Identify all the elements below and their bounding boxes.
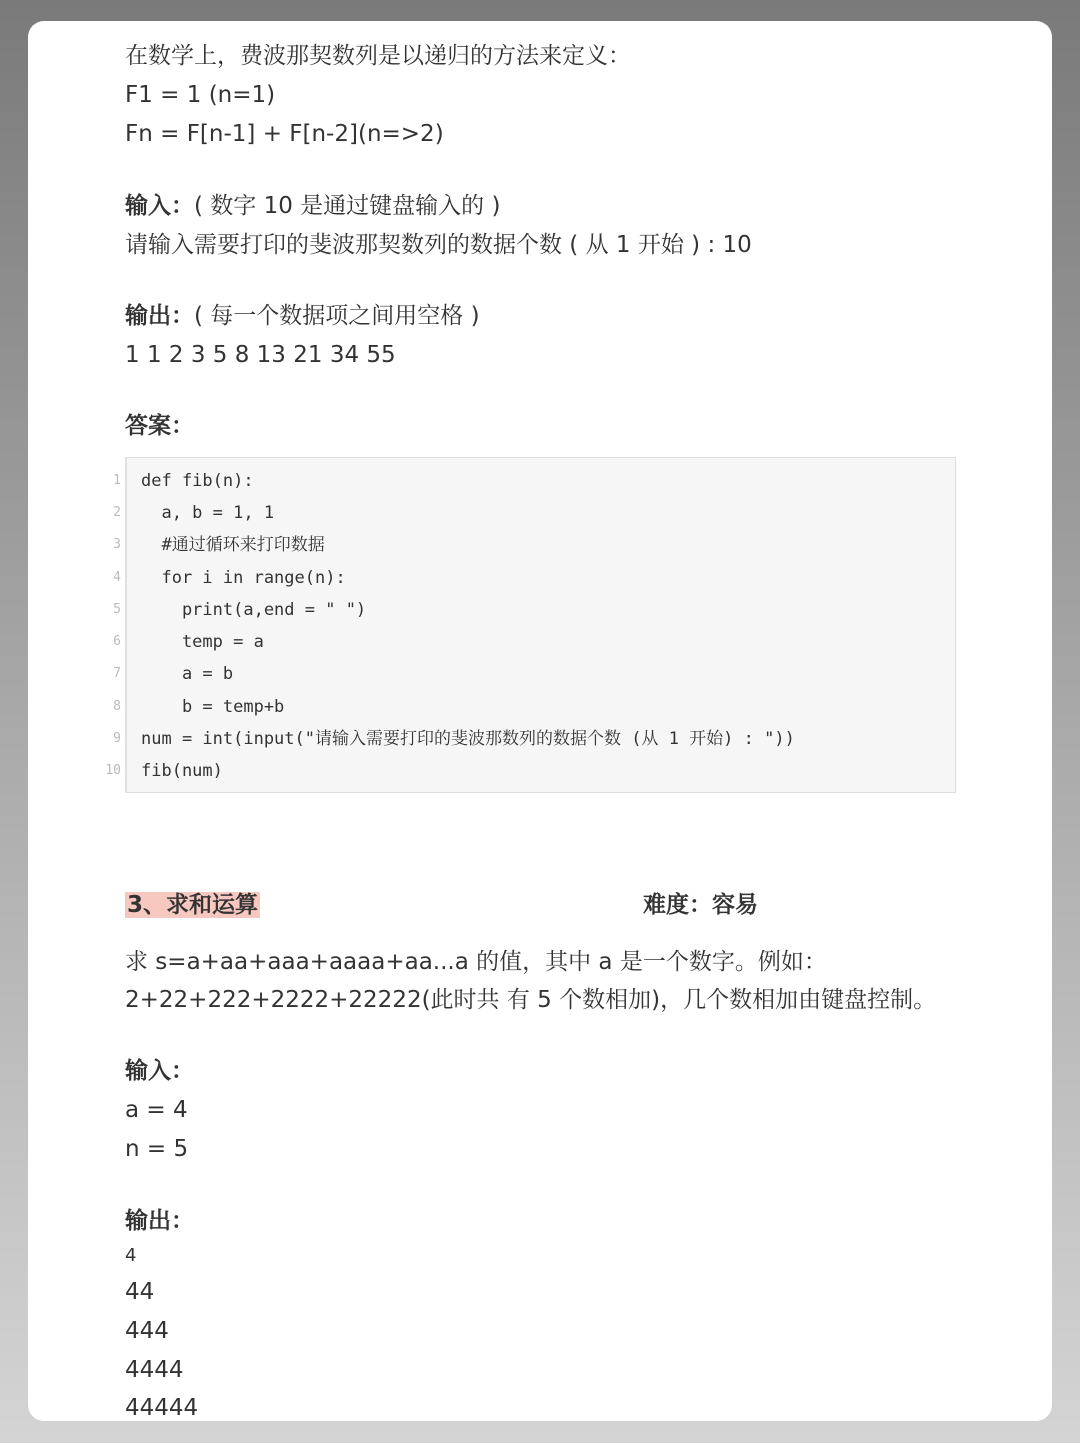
section-3-output-label: 输出： [125,1208,194,1234]
section-3-desc-1: 求 s=a+aa+aaa+aaaa+aa...a 的值，其中 a 是一个数字。例如： [125,949,827,975]
output-1-value: 1 1 2 3 5 8 13 21 34 55 [125,342,396,368]
input-1-heading [125,191,500,221]
input-1-label: 输入： [125,193,194,219]
code-text: a = b [141,664,234,684]
code-text: num = int(input("请输入需要打印的斐波那数列的数据个数 (从 1 开始) : ")) [141,729,795,749]
section-3-desc-2: 2+22+222+2222+22222(此时共 有 5 个数相加)，几个数相加由键盘控制。 [125,987,937,1013]
line-number: 8 [113,699,121,714]
intro-formula-1: F1 = 1 (n=1) [125,82,276,108]
code-line [113,497,955,529]
line-number: 9 [113,731,121,746]
section-3-title-text: 3、求和运算 [127,892,259,918]
section-3-output-line: 44 [125,1279,155,1305]
input-1-prompt: 请输入需要打印的斐波那契数列的数据个数 ( 从 1 开始 ) : 10 [125,232,752,258]
input-1-note: ( 数字 10 是通过键盘输入的 ) [194,193,501,219]
code-line [113,658,955,690]
intro-line-1: 在数学上，费波那契数列是以递归的方法来定义： [125,43,631,69]
code-text: fib(num) [141,761,223,781]
intro-formula-2: Fn = F[n-1] + F[n-2](n=>2) [125,121,444,147]
code-text: def fib(n): [141,471,254,491]
line-number: 7 [113,666,121,681]
line-number: 4 [113,570,121,585]
line-number: 5 [113,602,121,617]
section-3-output-line: 44444 [125,1395,199,1421]
code-line [113,562,955,594]
code-line [113,691,955,723]
output-1-label: 输出： [125,303,194,329]
code-line [113,465,955,497]
code-text: print(a,end = " ") [141,600,367,620]
line-number: 6 [113,634,121,649]
code-line [113,594,955,626]
section-3-output-line: 4444 [125,1357,184,1383]
section-3-output-line: 4 [125,1245,137,1266]
output-1-heading [125,301,480,331]
section-3-input-n: n = 5 [125,1136,189,1162]
output-1-note: ( 每一个数据项之间用空格 ) [194,303,480,329]
section-3-input-label: 输入： [125,1058,194,1084]
code-text: temp = a [141,632,264,652]
code-line [113,529,955,561]
code-text: b = temp+b [141,697,285,717]
code-text: a, b = 1, 1 [141,503,275,523]
line-number: 3 [113,537,121,552]
code-text: for i in range(n): [141,568,346,588]
line-number: 2 [113,505,121,520]
section-3-output-line: 444 [125,1318,169,1344]
code-text: #通过循环来打印数据 [141,535,325,555]
line-number: 1 [113,473,121,488]
code-line [105,755,955,787]
code-line [113,723,955,755]
section-3-input-a: a = 4 [125,1097,188,1123]
answer-label: 答案： [125,413,194,439]
code-line [113,626,955,658]
document-page [28,21,1052,1421]
code-block [105,457,956,793]
section-3-difficulty: 难度：容易 [643,892,758,918]
line-number: 10 [105,763,121,778]
section-3-title [125,890,260,920]
